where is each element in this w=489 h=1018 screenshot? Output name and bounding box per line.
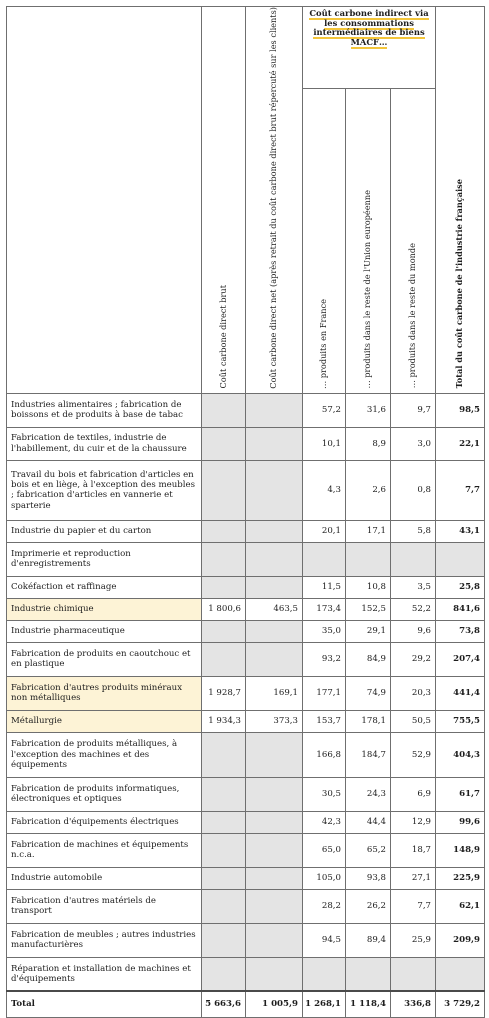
cell-france: 20,1 <box>303 520 346 542</box>
total-cell-france: 1 268,1 <box>303 991 346 1017</box>
cell-direct-net <box>246 777 303 811</box>
cell-france: 30,5 <box>303 777 346 811</box>
row-label: Industrie chimique <box>7 598 202 620</box>
row-label: Industrie pharmaceutique <box>7 620 202 642</box>
cell-total: 404,3 <box>436 732 485 777</box>
table-row <box>7 598 485 620</box>
table-body <box>7 393 485 1017</box>
cell-direct-net <box>246 542 303 576</box>
cell-ue <box>346 542 391 576</box>
table-row <box>7 393 485 427</box>
cell-direct-brut <box>202 889 246 923</box>
cell-france: 94,5 <box>303 923 346 957</box>
cell-direct-brut <box>202 811 246 833</box>
cell-direct-net <box>246 867 303 889</box>
cell-ue: 2,6 <box>346 460 391 520</box>
cell-monde: 9,7 <box>391 393 436 427</box>
table-row <box>7 642 485 676</box>
table-row <box>7 867 485 889</box>
row-label: Métallurgie <box>7 710 202 732</box>
cell-direct-brut <box>202 867 246 889</box>
row-label: Fabrication de textiles, industrie de l'habillement, du cuir et de la chaussure <box>7 427 202 460</box>
header-direct-net <box>246 7 303 394</box>
header-direct-brut-text: Coût carbone direct brut <box>217 285 228 389</box>
row-label: Fabrication de machines et équipements n.c.a. <box>7 833 202 867</box>
carbon-cost-table-container <box>6 6 484 1018</box>
header-indirect-group-text: Coût carbone indirect via les consommations intermédiaires de biens MACF… <box>309 8 429 48</box>
cell-direct-brut <box>202 642 246 676</box>
cell-direct-net <box>246 393 303 427</box>
cell-total: 22,1 <box>436 427 485 460</box>
cell-monde: 52,9 <box>391 732 436 777</box>
cell-france <box>303 542 346 576</box>
row-label: Industrie du papier et du carton <box>7 520 202 542</box>
cell-monde: 9,6 <box>391 620 436 642</box>
cell-total: 99,6 <box>436 811 485 833</box>
cell-direct-net: 463,5 <box>246 598 303 620</box>
cell-direct-net <box>246 889 303 923</box>
cell-monde: 52,2 <box>391 598 436 620</box>
cell-ue: 26,2 <box>346 889 391 923</box>
cell-france: 28,2 <box>303 889 346 923</box>
cell-direct-net <box>246 642 303 676</box>
cell-total: 841,6 <box>436 598 485 620</box>
header-ue <box>346 89 391 393</box>
cell-monde: 18,7 <box>391 833 436 867</box>
cell-france: 42,3 <box>303 811 346 833</box>
table-row <box>7 542 485 576</box>
cell-direct-brut: 1 934,3 <box>202 710 246 732</box>
cell-direct-brut <box>202 620 246 642</box>
cell-ue: 10,8 <box>346 576 391 598</box>
cell-total: 441,4 <box>436 676 485 710</box>
cell-ue: 24,3 <box>346 777 391 811</box>
table-row <box>7 460 485 520</box>
cell-france: 35,0 <box>303 620 346 642</box>
cell-direct-brut <box>202 833 246 867</box>
cell-ue: 8,9 <box>346 427 391 460</box>
header-france-text: … produits en France <box>318 298 329 389</box>
table-row <box>7 520 485 542</box>
total-row-label: Total <box>7 991 202 1017</box>
cell-france: 11,5 <box>303 576 346 598</box>
cell-monde: 12,9 <box>391 811 436 833</box>
cell-monde: 3,5 <box>391 576 436 598</box>
cell-total <box>436 542 485 576</box>
cell-total: 755,5 <box>436 710 485 732</box>
header-total <box>436 7 485 394</box>
cell-direct-brut <box>202 393 246 427</box>
cell-total: 73,8 <box>436 620 485 642</box>
cell-direct-brut: 1 928,7 <box>202 676 246 710</box>
cell-france: 166,8 <box>303 732 346 777</box>
table-row <box>7 576 485 598</box>
table-row <box>7 957 485 991</box>
table-row <box>7 811 485 833</box>
row-label: Industrie automobile <box>7 867 202 889</box>
cell-direct-net: 373,3 <box>246 710 303 732</box>
cell-direct-net <box>246 833 303 867</box>
cell-direct-brut <box>202 957 246 991</box>
cell-monde <box>391 957 436 991</box>
row-label: Cokéfaction et raffinage <box>7 576 202 598</box>
cell-ue: 17,1 <box>346 520 391 542</box>
cell-direct-brut <box>202 427 246 460</box>
cell-ue: 74,9 <box>346 676 391 710</box>
cell-france: 173,4 <box>303 598 346 620</box>
cell-direct-net <box>246 520 303 542</box>
cell-france: 105,0 <box>303 867 346 889</box>
cell-ue: 44,4 <box>346 811 391 833</box>
cell-total: 148,9 <box>436 833 485 867</box>
cell-ue: 184,7 <box>346 732 391 777</box>
header-direct-net-text: Coût carbone direct net (après retrait du coût carbone direct brut répercuté sur les clients) <box>268 7 279 389</box>
cell-direct-net <box>246 460 303 520</box>
cell-direct-net <box>246 957 303 991</box>
cell-direct-net <box>246 620 303 642</box>
header-france <box>303 89 346 393</box>
table-row <box>7 777 485 811</box>
cell-monde: 29,2 <box>391 642 436 676</box>
cell-ue: 84,9 <box>346 642 391 676</box>
row-label: Fabrication d'autres matériels de transport <box>7 889 202 923</box>
cell-total: 62,1 <box>436 889 485 923</box>
cell-monde: 20,3 <box>391 676 436 710</box>
cell-france: 57,2 <box>303 393 346 427</box>
cell-ue: 65,2 <box>346 833 391 867</box>
cell-france <box>303 957 346 991</box>
header-ue-text: … produits dans le reste de l'Union européenne <box>362 190 373 389</box>
cell-total: 209,9 <box>436 923 485 957</box>
cell-direct-brut <box>202 777 246 811</box>
cell-total: 207,4 <box>436 642 485 676</box>
cell-direct-brut <box>202 460 246 520</box>
total-cell-direct-net: 1 005,9 <box>246 991 303 1017</box>
row-label: Industries alimentaires ; fabrication de boissons et de produits à base de tabac <box>7 393 202 427</box>
cell-ue: 93,8 <box>346 867 391 889</box>
cell-direct-brut <box>202 923 246 957</box>
cell-monde: 27,1 <box>391 867 436 889</box>
total-cell-monde: 336,8 <box>391 991 436 1017</box>
cell-monde: 3,0 <box>391 427 436 460</box>
cell-total: 7,7 <box>436 460 485 520</box>
cell-france: 93,2 <box>303 642 346 676</box>
cell-monde: 50,5 <box>391 710 436 732</box>
total-cell-total: 3 729,2 <box>436 991 485 1017</box>
table-row <box>7 427 485 460</box>
cell-direct-net <box>246 811 303 833</box>
header-monde <box>391 89 436 393</box>
cell-total: 98,5 <box>436 393 485 427</box>
cell-ue: 178,1 <box>346 710 391 732</box>
cell-ue: 152,5 <box>346 598 391 620</box>
header-total-text: Total du coût carbone de l'industrie française <box>454 179 465 389</box>
row-label: Fabrication d'autres produits minéraux non métalliques <box>7 676 202 710</box>
table-row <box>7 620 485 642</box>
row-label: Travail du bois et fabrication d'articles en bois et en liège, à l'exception des meubles ; fabrication d'articles en vannerie et sparterie <box>7 460 202 520</box>
header-direct-brut <box>202 7 246 394</box>
cell-direct-brut <box>202 732 246 777</box>
cell-france: 153,7 <box>303 710 346 732</box>
carbon-cost-table <box>6 6 485 1018</box>
cell-france: 177,1 <box>303 676 346 710</box>
cell-total: 61,7 <box>436 777 485 811</box>
cell-total <box>436 957 485 991</box>
row-label: Fabrication de produits métalliques, à l'exception des machines et des équipements <box>7 732 202 777</box>
cell-ue: 89,4 <box>346 923 391 957</box>
cell-monde: 6,9 <box>391 777 436 811</box>
table-row <box>7 923 485 957</box>
total-cell-direct-brut: 5 663,6 <box>202 991 246 1017</box>
header-indirect-group <box>303 7 436 89</box>
cell-direct-net <box>246 923 303 957</box>
cell-direct-net: 169,1 <box>246 676 303 710</box>
row-label: Fabrication de produits informatiques, électroniques et optiques <box>7 777 202 811</box>
cell-total: 25,8 <box>436 576 485 598</box>
table-row <box>7 833 485 867</box>
cell-direct-brut <box>202 542 246 576</box>
row-label: Imprimerie et reproduction d'enregistrements <box>7 542 202 576</box>
cell-direct-brut <box>202 576 246 598</box>
table-row <box>7 732 485 777</box>
cell-monde: 7,7 <box>391 889 436 923</box>
table-row <box>7 710 485 732</box>
cell-monde <box>391 542 436 576</box>
cell-direct-net <box>246 576 303 598</box>
header-row-top <box>7 7 485 89</box>
cell-monde: 0,8 <box>391 460 436 520</box>
total-cell-ue: 1 118,4 <box>346 991 391 1017</box>
cell-ue: 29,1 <box>346 620 391 642</box>
header-monde-text: … produits dans le reste du monde <box>407 243 418 389</box>
cell-total: 43,1 <box>436 520 485 542</box>
cell-direct-net <box>246 427 303 460</box>
cell-direct-net <box>246 732 303 777</box>
table-row <box>7 676 485 710</box>
cell-france: 4,3 <box>303 460 346 520</box>
cell-ue <box>346 957 391 991</box>
cell-ue: 31,6 <box>346 393 391 427</box>
table-row <box>7 889 485 923</box>
row-label: Fabrication d'équipements électriques <box>7 811 202 833</box>
cell-direct-brut: 1 800,6 <box>202 598 246 620</box>
cell-monde: 5,8 <box>391 520 436 542</box>
cell-total: 225,9 <box>436 867 485 889</box>
cell-monde: 25,9 <box>391 923 436 957</box>
row-label: Fabrication de meubles ; autres industries manufacturières <box>7 923 202 957</box>
cell-france: 65,0 <box>303 833 346 867</box>
header-label-blank <box>7 7 202 394</box>
cell-direct-brut <box>202 520 246 542</box>
cell-france: 10,1 <box>303 427 346 460</box>
row-label: Fabrication de produits en caoutchouc et en plastique <box>7 642 202 676</box>
row-label: Réparation et installation de machines et d'équipements <box>7 957 202 991</box>
total-row <box>7 991 485 1017</box>
